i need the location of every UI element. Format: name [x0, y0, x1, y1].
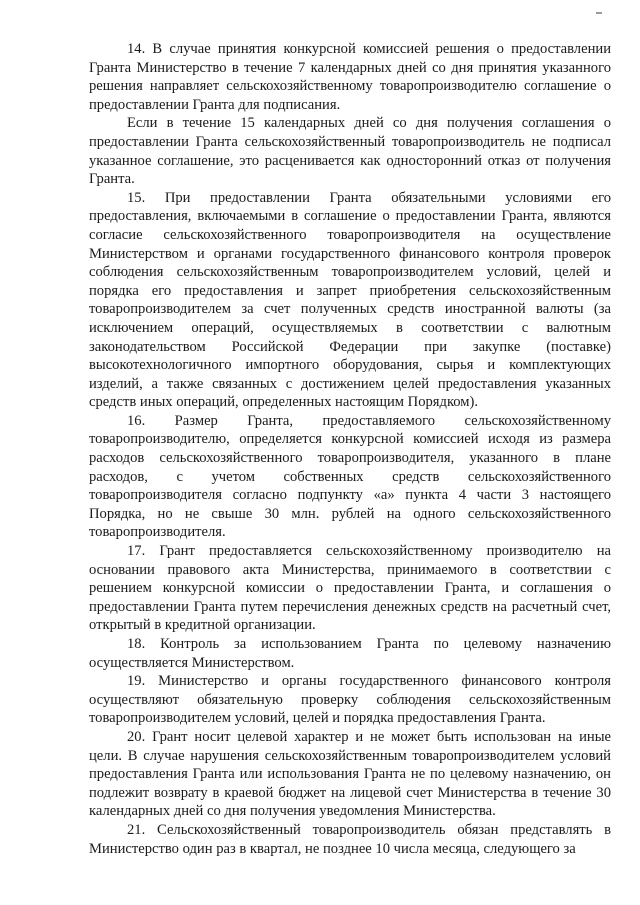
paragraph-20: 20. Грант носит целевой характер и не может быть использован на иные цели. В случае нарушения сельскохозяйственным товаропроизводителем условий предоставления Гранта или использования Гранта не по целевому назначению, он подлежит возврату в краевой бюджет на лицевой счет Министерства в течение 30 календарных дней со дня получения уведомления Министерства.: [89, 728, 611, 820]
paragraph-15: 15. При предоставлении Гранта обязательными условиями его предоставления, включаемыми в соглашение о предоставлении Гранта, являются согласие сельскохозяйственного товаропроизводителя на осуществление Министерством и органами государственного финансового контроля проверок соблюдения сельскохозяйственным товаропроизводителем условий, целей и порядка его предоставления и запрет приобретения сельскохозяйственным товаропроизводителем за счет полученных средств иностранной валюты (за исключением операций, осуществляемых в соответствии с валютным законодательством Российской Федерации при закупке (поставке) высокотехнологичного импортного оборудования, сырья и комплектующих изделий, а также связанных с достижением целей предоставления указанных средств иных операций, определенных настоящим Порядком).: [89, 189, 611, 411]
paragraph-14: 14. В случае принятия конкурсной комиссией решения о предоставлении Гранта Министерство в течение 7 календарных дней со дня принятия указанного решения направляет сельскохозяйственному товаропроизводителю соглашение о предоставлении Гранта для подписания.: [89, 41, 611, 113]
scan-mark: [596, 12, 602, 14]
paragraph-16: 16. Размер Гранта, предоставляемого сельскохозяйственному товаропроизводителю, определяется конкурсной комиссией исходя из размера расходов сельскохозяйственного товаропроизводителя, указанного в плане расходов, с учетом собственных средств сельскохозяйственного товаропроизводителя согласно подпункту «а» пункта 4 части 3 настоящего Порядка, но не свыше 30 млн. рублей на одного сельскохозяйственного товаропроизводителя.: [89, 412, 611, 541]
paragraph-18: 18. Контроль за использованием Гранта по целевому назначению осуществляется Министерством.: [89, 636, 611, 671]
document-page: [89, 40, 611, 858]
paragraph-21: 21. Сельскохозяйственный товаропроизводитель обязан представлять в Министерство один раз в квартал, не позднее 10 числа месяца, следующего за: [89, 821, 611, 857]
paragraph-19: 19. Министерство и органы государственного финансового контроля осуществляют обязательную проверку соблюдения сельскохозяйственным товаропроизводителем условий, целей и порядка предоставления Гранта.: [89, 673, 611, 727]
paragraph-17: 17. Грант предоставляется сельскохозяйственному производителю на основании правового акта Министерства, принимаемого в соответствии с решением конкурсной комиссии о предоставлении Гранта, и соглашения о предоставлении Гранта путем перечисления денежных средств на расчетный счет, открытый в кредитной организации.: [89, 543, 611, 634]
paragraph-14-continued: Если в течение 15 календарных дней со дня получения соглашения о предоставлении Гранта сельскохозяйственный товаропроизводитель не подписал указанное соглашение, это расценивается как односторонний отказ от получения Гранта.: [89, 115, 611, 188]
